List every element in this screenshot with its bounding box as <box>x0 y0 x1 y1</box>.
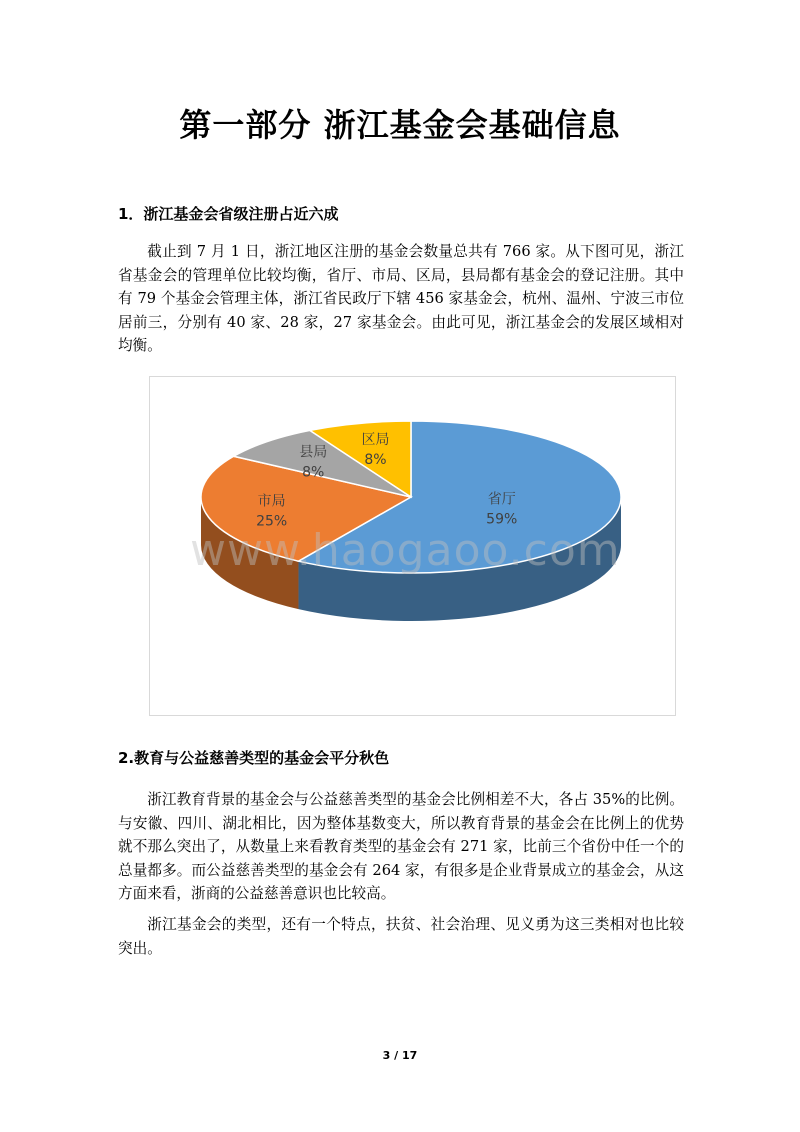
pie-label-category-1: 市局 <box>257 493 286 510</box>
section-2-paragraph-2: 浙江基金会的类型，还有一个特点，扶贫、社会治理、见义勇为这三类相对也比较突出。 <box>118 916 684 957</box>
pie-label-percent-2: 8% <box>302 464 325 481</box>
pie-label-category-3: 区局 <box>361 431 390 448</box>
section-1-paragraph: 截止到 7 月 1 日，浙江地区注册的基金会数量总共有 766 家。从下图可见，浙江省基金会的管理单位比较均衡，省厅、市局、区局，县局都有基金会的登记注册。其中有 79 个基金会管理主体，浙江省民政厅下辖 456 家基金会，杭州、温州、宁波三市位居前三，分别有 40 家、28 家，27 家基金会。由此可见，浙江基金会的发展区域相对均衡。 <box>118 243 684 355</box>
section-2-heading: 2.教育与公益慈善类型的基金会平分秋色 <box>118 749 390 767</box>
section-2-paragraph-1: 浙江教育背景的基金会与公益慈善类型的基金会比例相差不大，各占 35%的比例。与安徽、四川、湖北相比，因为整体基数变大，所以教育背景的基金会在比例上的优势就不那么突出了，从数量上来看教育类型的基金会有 271 家，比前三个省份中任一个的总量都多。而公益慈善类型的基金会有 264 家，有很多是企业背景成立的基金会，从这方面来看，浙商的公益慈善意识也比较高。 <box>118 791 684 903</box>
pie-chart <box>149 376 676 716</box>
watermark: www.haogaoo.com <box>190 525 621 576</box>
pie-label-category-2: 县局 <box>299 444 328 461</box>
pie-label-percent-1: 25% <box>256 513 288 530</box>
page-title: 第一部分 浙江基金会基础信息 <box>179 106 621 144</box>
page-number: 3 / 17 <box>382 1049 418 1062</box>
pie-label-percent-3: 8% <box>364 451 387 468</box>
pie-label-percent-0: 59% <box>486 511 518 528</box>
pie-label-category-0: 省厅 <box>487 491 516 508</box>
section-1-heading: 1．浙江基金会省级注册占近六成 <box>118 205 339 223</box>
